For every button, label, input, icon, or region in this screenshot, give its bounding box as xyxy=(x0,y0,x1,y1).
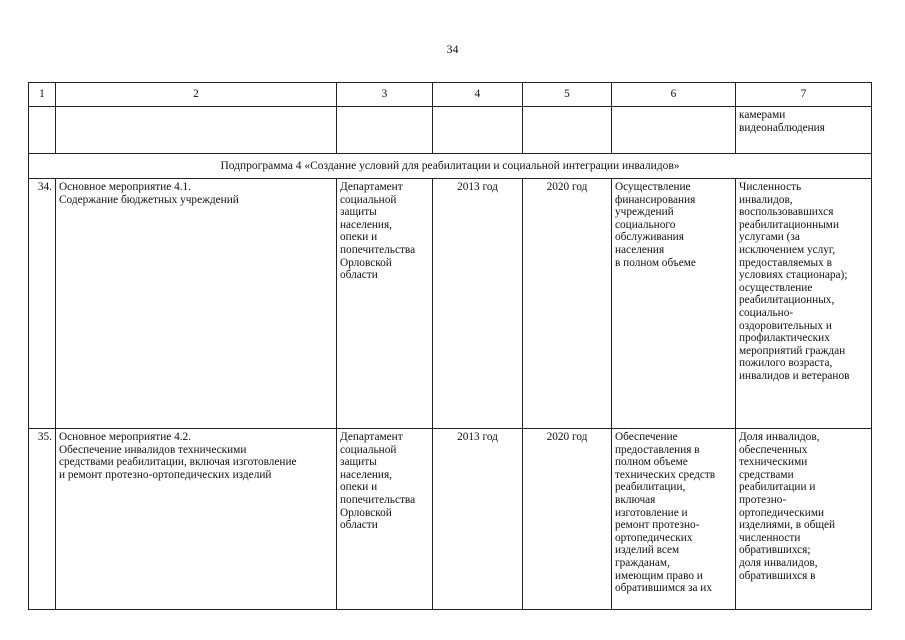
indicator: Доля инвалидов, обеспеченных техническими средствами реабилитации и протезно- ортопедическими изделиями, в общей численности обратившихся; доля инвалидов, обратившихся в xyxy=(736,429,872,610)
expected-result: Обеспечение предоставления в полном объеме технических средств реабилитации, включая изготовление и ремонт протезно- ортопедических изделий всем гражданам, имеющим право и обратившимся за их xyxy=(612,429,736,610)
subprogram-row xyxy=(29,154,872,179)
continuation-row xyxy=(29,107,872,154)
page-number: 34 xyxy=(446,42,459,56)
executor: Департамент социальной защиты населения, опеки и попечительства Орловской области xyxy=(337,429,433,610)
cont-cell-4 xyxy=(433,107,523,154)
cont-cell-7: камерами видеонаблюдения xyxy=(736,107,872,154)
table-row xyxy=(29,179,872,429)
indicator: Численность инвалидов, воспользовавшихся реабилитационными услугами (за исключением услуг, предоставляемых в условиях стационара); осуществление реабилитационных, социально- оздоровительных и профилактических мероприятий граждан пожилого возраста, инвалидов и ветеранов xyxy=(736,179,872,429)
cont-cell-2 xyxy=(56,107,337,154)
table-row xyxy=(29,429,872,610)
cont-cell-6 xyxy=(612,107,736,154)
header-col-4: 4 xyxy=(433,83,523,107)
measure-name: Основное мероприятие 4.1. Содержание бюджетных учреждений xyxy=(56,179,337,429)
header-col-5: 5 xyxy=(523,83,612,107)
header-col-2: 2 xyxy=(56,83,337,107)
executor: Департамент социальной защиты населения, опеки и попечительства Орловской области xyxy=(337,179,433,429)
row-number: 34. xyxy=(29,179,56,429)
start-year: 2013 год xyxy=(433,179,523,429)
cont-cell-1 xyxy=(29,107,56,154)
header-row xyxy=(29,83,872,107)
measure-name: Основное мероприятие 4.2. Обеспечение инвалидов техническими средствами реабилитации, включая изготовление и ремонт протезно-ортопедических изделий xyxy=(56,429,337,610)
cont-cell-3 xyxy=(337,107,433,154)
header-col-1: 1 xyxy=(29,83,56,107)
end-year: 2020 год xyxy=(523,429,612,610)
header-col-6: 6 xyxy=(612,83,736,107)
row-number: 35. xyxy=(29,429,56,610)
subprogram-title: Подпрограмма 4 «Создание условий для реабилитации и социальной интеграции инвалидов» xyxy=(29,154,872,179)
header-col-7: 7 xyxy=(736,83,872,107)
end-year: 2020 год xyxy=(523,179,612,429)
header-col-3: 3 xyxy=(337,83,433,107)
start-year: 2013 год xyxy=(433,429,523,610)
program-table xyxy=(28,82,872,610)
expected-result: Осуществление финансирования учреждений социального обслуживания населения в полном объеме xyxy=(612,179,736,429)
cont-cell-5 xyxy=(523,107,612,154)
